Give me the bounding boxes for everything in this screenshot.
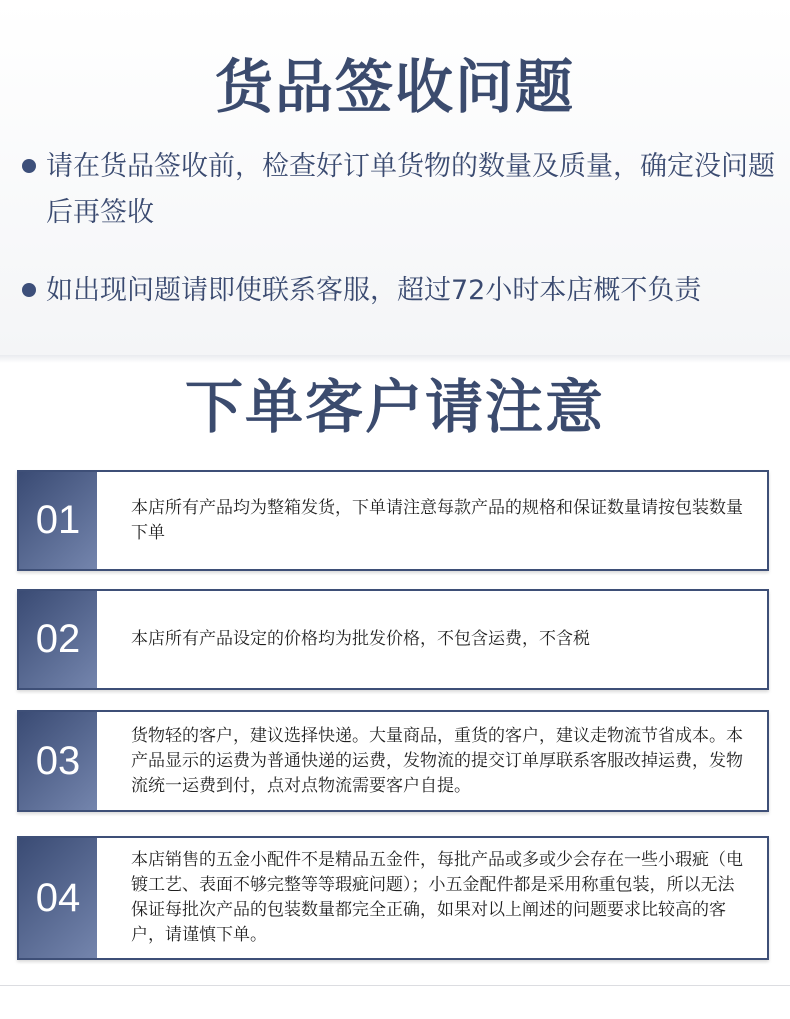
card-number-badge: 01 <box>19 472 97 569</box>
notice-card <box>17 470 769 571</box>
section-title-notice: 下单客户请注意 <box>184 373 605 441</box>
bullet-text: 如出现问题请即使联系客服，超过72小时本店概不负责 <box>46 275 702 306</box>
card-text: 本店所有产品设定的价格均为批发价格，不包含运费，不含税 <box>131 629 590 649</box>
card-text: 货物轻的客户，建议选择快递。大量商品，重货的客户，建议走物流节省成本。本产品显示的运费为普通快递的运费，发物流的提交订单厚联系客服改掉运费，发物流统一运费到付，点对点物流需要客户自提。 <box>131 725 743 796</box>
card-number-badge: 03 <box>19 712 97 810</box>
notice-card <box>17 710 769 812</box>
card-number-badge: 04 <box>19 838 97 958</box>
notice-card <box>17 589 769 690</box>
bullet-dot-icon <box>22 159 36 173</box>
bullet-dot-icon <box>22 283 36 297</box>
section-divider <box>0 355 790 363</box>
bullet-item <box>22 268 782 314</box>
bullet-item <box>22 144 782 236</box>
card-number-badge: 02 <box>19 591 97 688</box>
notice-card <box>17 836 769 960</box>
bottom-divider <box>0 985 790 986</box>
card-text: 本店所有产品均为整箱发货，下单请注意每款产品的规格和保证数量请按包装数量下单 <box>131 497 743 543</box>
card-text: 本店销售的五金小配件不是精品五金件，每批产品或多或少会存在一些小瑕疵（电镀工艺、表面不够完整等等瑕疵问题）；小五金配件都是采用称重包装，所以无法保证每批次产品的包装数量都完全正确，如果对以上阐述的问题要求比较高的客户，请谨慎下单。 <box>131 850 743 945</box>
bullet-text: 请在货品签收前，检查好订单货物的数量及质量，确定没问题后再签收 <box>46 151 775 228</box>
section-title-receipt: 货品签收问题 <box>214 53 575 121</box>
